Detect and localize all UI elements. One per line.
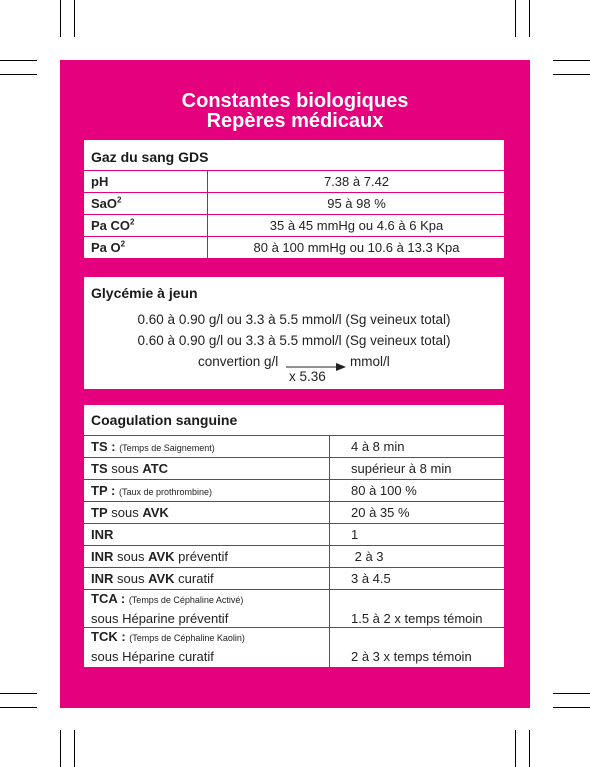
column-divider (207, 215, 208, 237)
column-divider (329, 458, 330, 480)
row-value: supérieur à 8 min (351, 461, 452, 476)
table-row (84, 589, 504, 630)
row-value: 3 à 4.5 (351, 571, 391, 586)
crop-mark (0, 693, 37, 694)
row-value: 20 à 35 % (351, 505, 410, 520)
row-label: INR sous AVK préventif (91, 549, 229, 564)
conversion-to: mmol/l (350, 354, 390, 369)
table-row (84, 457, 504, 480)
crop-mark (515, 730, 516, 767)
crop-mark (60, 0, 61, 37)
table-row (84, 192, 504, 215)
crop-mark (0, 60, 37, 61)
glycemia-line: 0.60 à 0.90 g/l ou 3.3 à 5.5 mmol/l (Sg veineux total) (137, 333, 451, 348)
crop-mark (0, 707, 37, 708)
crop-mark (60, 730, 61, 767)
table-row (84, 627, 504, 668)
crop-mark (553, 74, 590, 75)
crop-mark (529, 730, 530, 767)
table-row (84, 523, 504, 546)
crop-mark (553, 707, 590, 708)
column-divider (329, 628, 330, 668)
crop-mark (0, 74, 37, 75)
row-label: pH (91, 174, 109, 189)
row-value: 7.38 à 7.42 (323, 174, 390, 189)
table-row (84, 479, 504, 502)
column-divider (329, 480, 330, 502)
glycemia-panel (84, 277, 504, 389)
row-label: TS sous ATC (91, 461, 169, 476)
row-value: 4 à 8 min (351, 439, 405, 454)
crop-mark (553, 693, 590, 694)
row-label: TS : (Temps de Saignement) (91, 439, 215, 454)
row-label: TP sous AVK (91, 505, 169, 520)
column-divider (207, 237, 208, 259)
column-divider (329, 546, 330, 568)
blood-gas-panel (84, 140, 504, 258)
row-value: 1.5 à 2 x temps témoin (351, 611, 483, 626)
card-title: Constantes biologiques (181, 90, 409, 112)
crop-mark (529, 0, 530, 37)
conversion-from: convertion g/l (198, 354, 279, 369)
column-divider (329, 502, 330, 524)
crop-mark (74, 0, 75, 37)
row-value: 2 à 3 (351, 549, 384, 564)
column-divider (329, 436, 330, 458)
column-divider (329, 590, 330, 630)
card-subtitle: Repères médicaux (206, 110, 384, 132)
coagulation-panel (84, 405, 504, 667)
glycemia-heading: Glycémie à jeun (91, 285, 198, 301)
row-label: TCK : (Temps de Céphaline Kaolin) (91, 629, 245, 644)
crop-mark (515, 0, 516, 37)
table-row (84, 545, 504, 568)
table-row (84, 214, 504, 237)
row-value: 95 à 98 % (327, 196, 386, 211)
table-row (84, 567, 504, 590)
coagulation-heading: Coagulation sanguine (91, 412, 238, 428)
crop-mark (74, 730, 75, 767)
glycemia-line: 0.60 à 0.90 g/l ou 3.3 à 5.5 mmol/l (Sg veineux total) (137, 312, 451, 327)
row-value: 2 à 3 x temps témoin (351, 649, 472, 664)
row-label: Pa $CO^2$ (91, 217, 135, 233)
row-sublabel: sous Héparine préventif (91, 611, 229, 626)
table-row (84, 435, 504, 458)
row-label: Pa $O^2$ (91, 239, 126, 255)
row-label: SaO$^2$ (91, 195, 122, 211)
row-label: INR sous AVK curatif (91, 571, 214, 586)
row-value: 80 à 100 mmHg ou 10.6 à 13.3 Kpa (253, 240, 460, 255)
table-row (84, 501, 504, 524)
conversion-factor: x 5.36 (289, 369, 326, 384)
column-divider (329, 568, 330, 590)
reference-card (60, 60, 530, 708)
row-label: TCA : (Temps de Céphaline Activé) (91, 591, 244, 606)
table-row (84, 236, 504, 259)
row-value: 80 à 100 % (351, 483, 417, 498)
row-value: 35 à 45 mmHg ou 4.6 à 6 Kpa (269, 218, 444, 233)
row-value: 1 (351, 527, 359, 542)
column-divider (329, 524, 330, 546)
row-label: INR (91, 527, 114, 542)
row-label: TP : (Taux de prothrombine) (91, 483, 212, 498)
column-divider (207, 193, 208, 215)
crop-mark (553, 60, 590, 61)
column-divider (207, 171, 208, 193)
table-row (84, 170, 504, 193)
row-sublabel: sous Héparine curatif (91, 649, 214, 664)
blood-gas-heading: Gaz du sang GDS (91, 149, 209, 165)
